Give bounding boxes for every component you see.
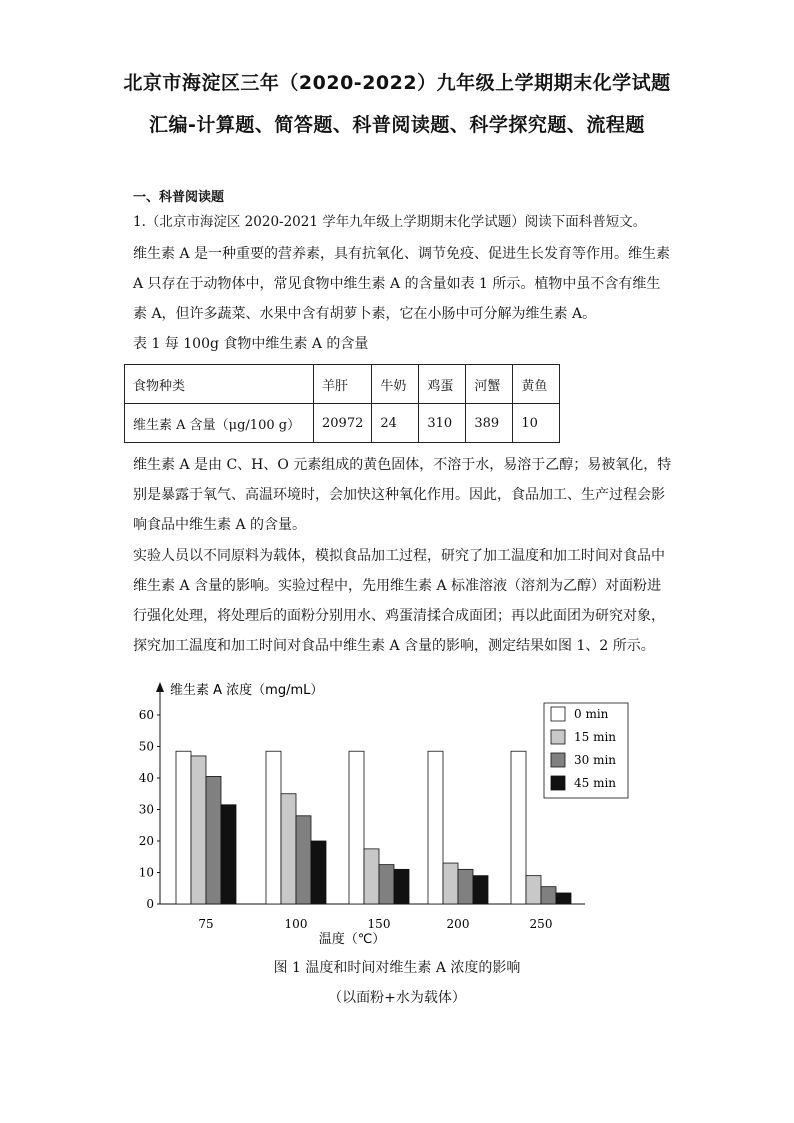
document-title-line1: 北京市海淀区三年（2020-2022）九年级上学期期末化学试题 [123,72,671,94]
bar-45min [394,869,409,904]
table-cell: 维生素 A 含量（μg/100 g） [125,404,314,443]
vitamin-a-table [124,364,560,443]
bar-45min [473,876,488,904]
bar-45min [556,893,571,904]
legend-swatch [551,776,565,790]
legend-label: 0 min [574,707,609,721]
x-axis-label: 温度（℃） [318,932,386,947]
table-row [125,404,560,443]
bar-15min [364,849,379,904]
paragraph-3: 实验人员以不同原料为载体，模拟食品加工过程，研究了加工温度和加工时间对食品中维生素 A 含量的影响。实验过程中，先用维生素 A 标准溶液（溶剂为乙醇）对面粉进行强化处理，将处理后的面粉分别用水、鸡蛋清揉合成面团；再以此面团为研究对象，探究加工温度和加工时间对食品中维生素 A 含量的影响，测定结果如图 1、2 所示。 [133,548,665,654]
x-tick-label: 75 [198,917,214,931]
bar-45min [311,841,326,904]
y-tick-label: 0 [146,897,154,911]
bar-0min [511,751,526,904]
paragraph-2: 维生素 A 是由 C、H、O 元素组成的黄色固体，不溶于水，易溶于乙醇；易被氧化，特别是暴露于氧气、高温环境时，会加快这种氧化作用。因此，食品加工、生产过程会影响食品中维生素 A 的含量。 [133,457,672,533]
section-heading: 一、科普阅读题 [133,190,225,205]
table-header-cell: 黄鱼 [513,365,560,404]
y-axis-arrow [156,682,164,692]
y-tick-label: 30 [138,802,154,817]
y-tick-label: 60 [138,708,154,722]
table-header-cell: 牛奶 [372,365,419,404]
table-header-cell: 食物种类 [125,365,314,404]
legend-label: 15 min [574,730,617,744]
bar-15min [191,756,206,904]
figure-subcaption: （以面粉+水为载体） [328,990,466,1006]
table-cell: 10 [513,404,560,443]
paragraph-1: 维生素 A 是一种重要的营养素，具有抗氧化、调节免疫、促进生长发育等作用。维生素 A 只存在于动物体中，常见食物中维生素 A 的含量如表 1 所示。植物中虽不含有维生素 A，但许多蔬菜、水果中含有胡萝卜素，它在小肠中可分解为维生素 A。 [133,246,671,322]
bar-30min [206,776,221,904]
x-tick-label: 250 [529,917,553,931]
table-header-cell: 河蟹 [466,365,513,404]
bar-30min [458,869,473,904]
bar-45min [221,805,236,904]
bar-30min [541,887,556,904]
legend-label: 30 min [574,753,617,767]
table-header-cell: 鸡蛋 [419,365,466,404]
table-cell: 24 [372,404,419,443]
bar-0min [349,751,364,904]
y-tick-label: 20 [138,834,154,848]
y-tick-label: 40 [138,771,154,785]
bar-30min [296,816,311,904]
table-cell: 389 [466,404,513,443]
figure-caption: 图 1 温度和时间对维生素 A 浓度的影响 [273,960,521,976]
question-intro: 1.（北京市海淀区 2020-2021 学年九年级上学期期末化学试题）阅读下面科普短文。 [133,214,647,230]
legend-swatch [551,707,565,721]
table-caption: 表 1 每 100g 食物中维生素 A 的含量 [133,336,369,352]
bar-30min [379,865,394,904]
bar-0min [266,751,281,904]
bar-15min [526,876,541,904]
x-tick-label: 200 [446,917,470,931]
legend-label: 45 min [574,776,617,790]
table-cell: 20972 [314,404,372,443]
x-tick-label: 150 [367,917,391,931]
bar-15min [281,794,296,904]
document-title-line2: 汇编-计算题、简答题、科普阅读题、科学探究题、流程题 [149,114,645,136]
y-tick-label: 50 [138,739,154,754]
legend-swatch [551,730,565,744]
x-tick-label: 100 [284,917,308,931]
vitamin-a-bar-chart [130,676,617,951]
legend-swatch [551,753,565,767]
table-cell: 310 [419,404,466,443]
y-axis-label: 维生素 A 浓度（mg/mL） [170,683,324,698]
bar-0min [176,751,191,904]
y-tick-label: 10 [138,865,154,880]
table-header-row [125,365,560,404]
table-header-cell: 羊肝 [314,365,372,404]
bar-15min [443,863,458,904]
bar-0min [428,751,443,904]
